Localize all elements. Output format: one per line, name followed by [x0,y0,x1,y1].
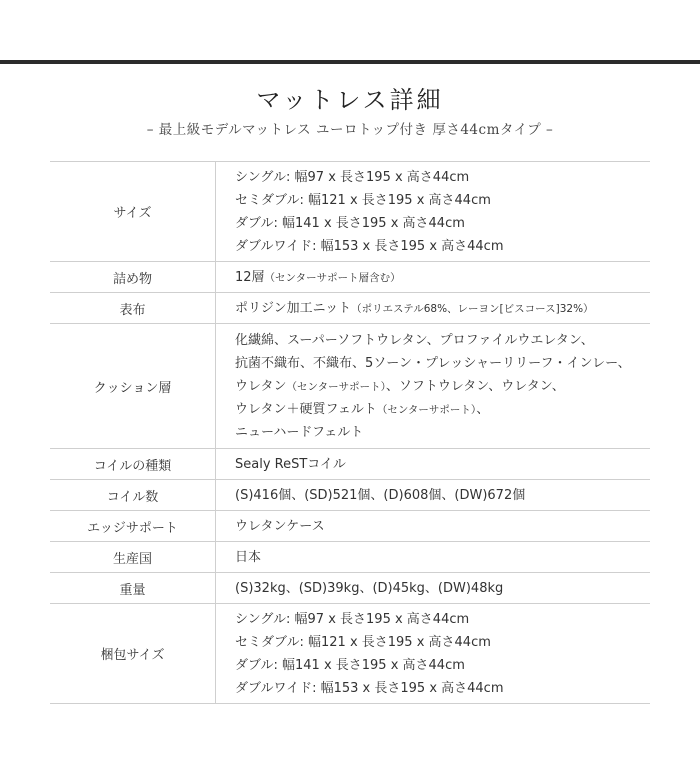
cushion-text: 、ソフトウレタン、ウレタン、 [385,378,565,394]
size-line: ダブルワイド: 幅153 x 長さ195 x 高さ44cm [235,238,504,254]
spec-row-filling [50,262,650,293]
filling-main: 12層 [235,269,265,285]
spec-value-cover [216,293,650,323]
spec-row-coil-type [50,449,650,480]
spec-value-edge [216,511,650,541]
spec-value-packing [216,604,650,703]
spec-label-filling: 詰め物 [50,262,216,292]
cushion-line: 抗菌不織布、不織布、5ソーン・プレッシャーリリーフ・インレー、 [235,355,631,371]
cover-note: （ポリエステル68%、レーヨン[ビスコース]32%） [351,302,594,315]
coil-type-text: Sealy ReSTコイル [235,456,346,472]
spec-row-weight [50,573,650,604]
packing-line: セミダブル: 幅121 x 長さ195 x 高さ44cm [235,634,491,650]
spec-row-cushion [50,324,650,449]
size-line: シングル: 幅97 x 長さ195 x 高さ44cm [235,169,470,185]
spec-label-size: サイズ [50,162,216,261]
cushion-line: 化繊綿、スーパーソフトウレタン、プロファイルウエレタン、 [235,332,594,348]
cushion-text: ウレタン [235,378,287,394]
spec-value-coil-type [216,449,650,479]
cushion-text: 、 [476,401,490,417]
cushion-text: ウレタン＋硬質フェルト [235,401,377,417]
spec-label-cover: 表布 [50,293,216,323]
spec-label-origin: 生産国 [50,542,216,572]
coil-count-text: (S)416個、(SD)521個、(D)608個、(DW)672個 [235,487,526,503]
cushion-note: （センターサポート） [286,380,386,393]
spec-row-coil-count [50,480,650,511]
spec-row-edge [50,511,650,542]
spec-row-cover [50,293,650,324]
packing-line: ダブルワイド: 幅153 x 長さ195 x 高さ44cm [235,680,504,696]
spec-value-filling [216,262,650,292]
weight-text: (S)32kg、(SD)39kg、(D)45kg、(DW)48kg [235,580,504,596]
spec-label-edge: エッジサポート [50,511,216,541]
size-line: セミダブル: 幅121 x 長さ195 x 高さ44cm [235,192,491,208]
spec-row-origin [50,542,650,573]
cushion-note: （センターサポート） [376,403,477,416]
cushion-line [235,398,650,421]
spec-value-cushion [216,324,650,448]
page-title: マットレス詳細 [256,86,444,114]
packing-line: シングル: 幅97 x 長さ195 x 高さ44cm [235,611,470,627]
spec-label-weight: 重量 [50,573,216,603]
page-subtitle: – 最上級モデルマットレス ユーロトップ付き 厚さ44cmタイプ – [146,122,554,138]
filling-note: （センターサポート層含む） [264,271,401,284]
spec-label-packing: 梱包サイズ [50,604,216,703]
spec-row-size [50,162,650,262]
spec-value-weight [216,573,650,603]
top-divider [0,60,700,64]
spec-label-coil-type: コイルの種類 [50,449,216,479]
spec-value-origin [216,542,650,572]
packing-line: ダブル: 幅141 x 長さ195 x 高さ44cm [235,657,465,673]
size-line: ダブル: 幅141 x 長さ195 x 高さ44cm [235,215,465,231]
origin-text: 日本 [235,549,262,565]
spec-value-size [216,162,650,261]
edge-text: ウレタンケース [235,518,325,534]
cover-main: ポリジン加工ニット [235,300,352,316]
spec-label-cushion: クッション層 [50,324,216,448]
spec-value-coil-count [216,480,650,510]
cushion-line [235,375,650,398]
spec-label-coil-count: コイル数 [50,480,216,510]
spec-table [50,161,650,704]
spec-row-packing [50,604,650,704]
cushion-line: ニューハードフェルト [235,424,364,440]
